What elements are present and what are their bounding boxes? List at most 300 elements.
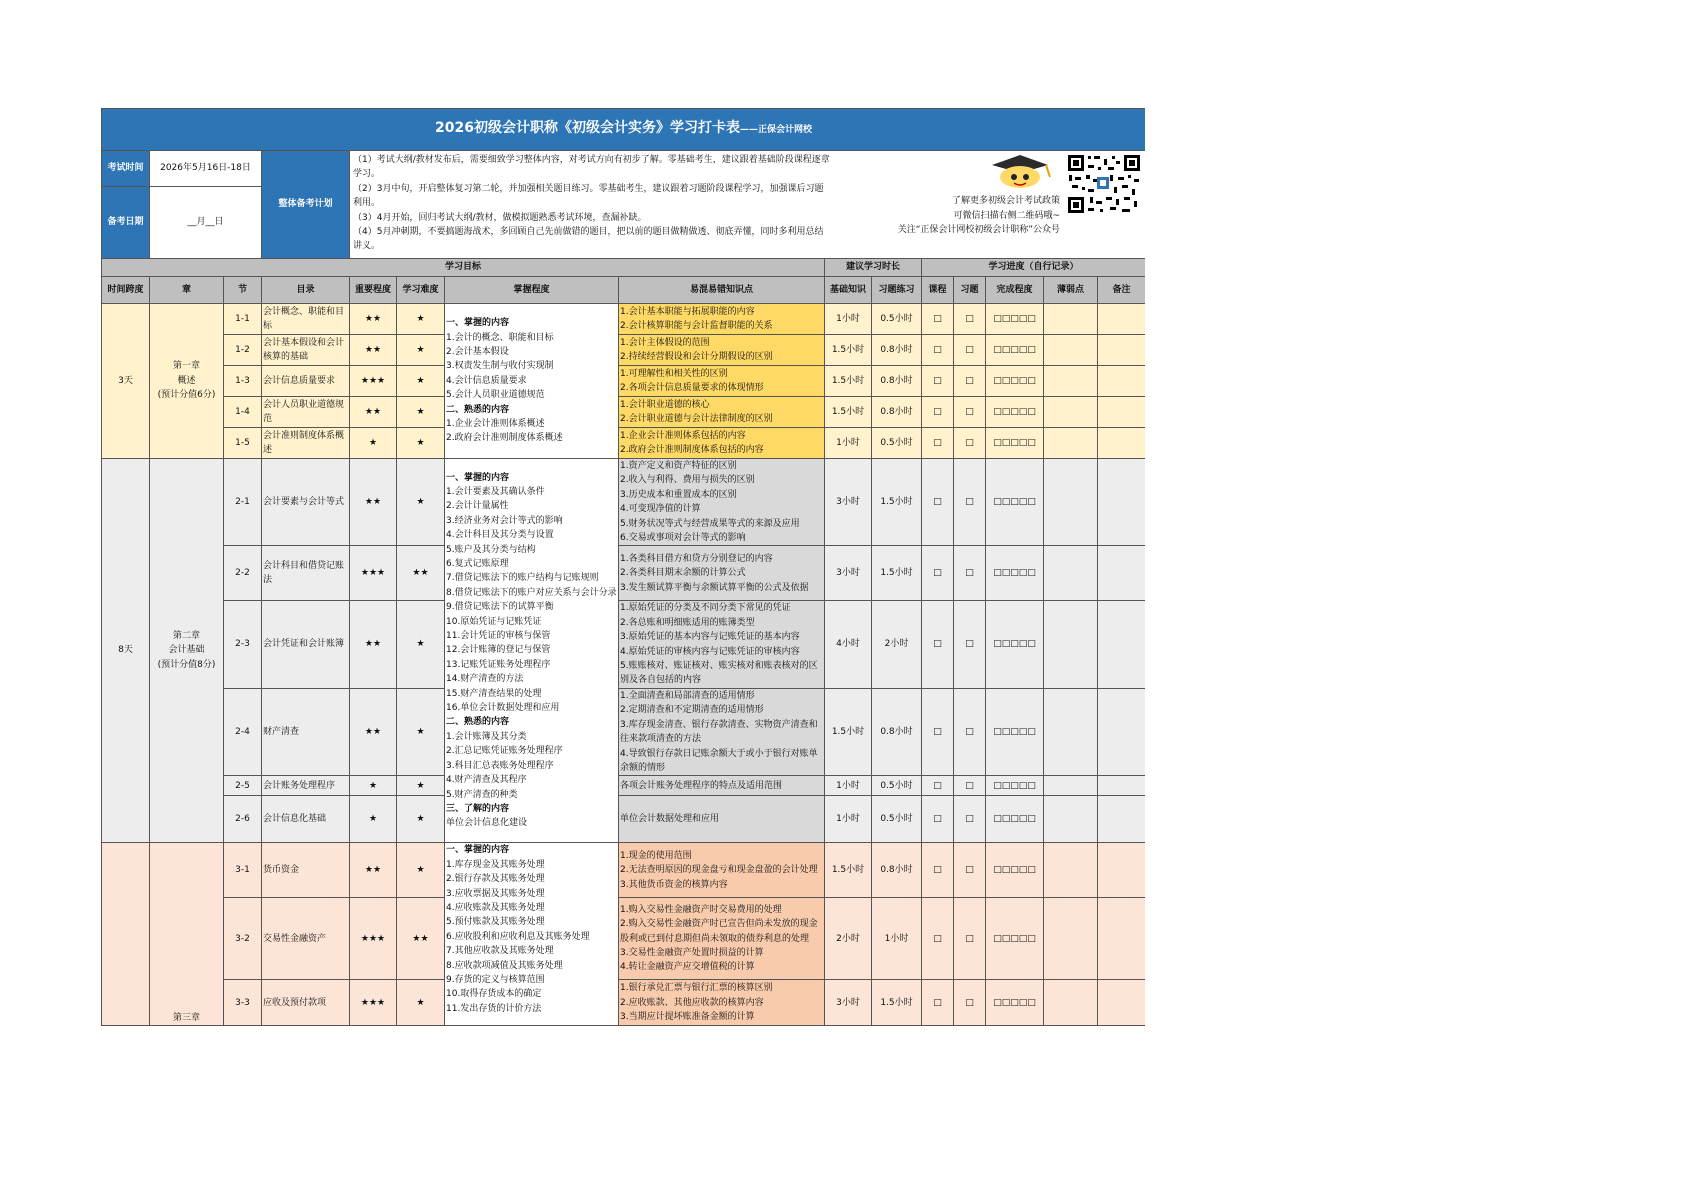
course-checkbox[interactable]: □ xyxy=(922,366,954,397)
mastery-line: 1.会计账簿及其分类 xyxy=(446,731,527,742)
basic-study-time: 3小时 xyxy=(825,459,872,546)
course-checkbox[interactable]: □ xyxy=(922,776,954,796)
mastery-line: 6.应收股利和应收利息及其账务处理 xyxy=(446,931,590,942)
exam-time-value: 2026年5月16日-18日 xyxy=(150,151,262,187)
confusing-point-line: 3.库存现金清查、银行存款清查、实物资产清查和往来款项清查的方法 xyxy=(620,719,818,745)
course-checkbox[interactable]: □ xyxy=(922,335,954,366)
mastery-line: 4.会计科目及其分类与设置 xyxy=(446,530,554,541)
mastery-line: 8.应收款项减值及其账务处理 xyxy=(446,960,563,971)
course-checkbox[interactable]: □ xyxy=(922,459,954,546)
confusing-point-line: 3.历史成本和重置成本的区别 xyxy=(620,489,737,500)
course-checkbox[interactable]: □ xyxy=(922,688,954,775)
basic-study-time: 1小时 xyxy=(825,304,872,335)
practice-time: 0.8小时 xyxy=(872,397,922,428)
basic-study-time: 4小时 xyxy=(825,601,872,688)
difficulty-stars: ★ xyxy=(397,428,445,459)
section-title: 会计信息化基础 xyxy=(262,796,350,843)
remark-cell[interactable] xyxy=(1098,796,1146,843)
confusing-point-line: 1.会计职业道德的核心 xyxy=(620,399,710,410)
mastery-line: 3.权责发生制与收付实现制 xyxy=(446,361,554,372)
mastery-line: 5.预付账款及其账务处理 xyxy=(446,917,545,928)
difficulty-stars: ★ xyxy=(397,843,445,898)
weak-point-cell[interactable] xyxy=(1044,796,1098,843)
course-checkbox[interactable]: □ xyxy=(922,796,954,843)
confusing-point-line: 1.可理解性和相关性的区别 xyxy=(620,368,728,379)
section-number: 1-5 xyxy=(224,428,262,459)
mastery-line: 一、掌握的内容 xyxy=(446,472,510,483)
completion-boxes[interactable]: □□□□□ xyxy=(986,304,1044,335)
importance-stars: ★★ xyxy=(350,459,397,546)
plan-line: （1）考试大纲/教材发布后，需要细致学习整体内容，对考试方向有初步了解。零基础考生，建议跟着基础阶段课程逐章学习。 xyxy=(353,155,830,180)
confusing-point-line: 2.持续经营假设和会计分期假设的区别 xyxy=(620,352,773,362)
mastery-line: 7.其他应收款及其账务处理 xyxy=(446,946,554,957)
importance-stars: ★★ xyxy=(350,335,397,366)
column-header: 目录 xyxy=(262,277,350,304)
mastery-line: 3.应收票据及其账务处理 xyxy=(446,888,545,899)
mastery-line: 1.库存现金及其账务处理 xyxy=(446,859,545,870)
mastery-line: 单位会计信息化建设 xyxy=(446,818,528,829)
mastery-line: 二、熟悉的内容 xyxy=(446,717,510,728)
section-title: 会计科目和借贷记账法 xyxy=(262,546,350,601)
difficulty-stars: ★ xyxy=(397,796,445,843)
sheet-title xyxy=(102,109,1146,151)
promo-line: 关注“正保会计网校初级会计职称”公众号 xyxy=(897,225,1061,236)
mastery-line: 2.会计基本假设 xyxy=(446,346,509,357)
title-text: 2026初级会计职称《初级会计实务》学习打卡表 xyxy=(435,120,740,137)
confusing-point-line: 2.各总账和明细账适用的账簿类型 xyxy=(620,617,755,628)
confusing-point-line: 1.全面清查和局部清查的适用情形 xyxy=(620,690,755,701)
section-number: 1-2 xyxy=(224,335,262,366)
confusing-point-line: 1.会计基本职能与拓展职能的内容 xyxy=(620,306,755,317)
confusing-points xyxy=(619,980,825,1026)
confusing-point-line: 3.交易性金融资产处置时损益的计算 xyxy=(620,948,764,959)
chapter-name-line: 第三章 xyxy=(172,1012,200,1023)
section-title: 会计要素与会计等式 xyxy=(262,459,350,546)
section-number: 2-3 xyxy=(224,601,262,688)
confusing-point-line: 3.原始凭证的基本内容与记账凭证的基本内容 xyxy=(620,632,800,643)
weak-point-cell[interactable] xyxy=(1044,898,1098,980)
section-title: 交易性金融资产 xyxy=(262,898,350,980)
section-number: 1-3 xyxy=(224,366,262,397)
mastery-line: 13.记账凭证账务处理程序 xyxy=(446,659,551,670)
basic-study-time: 3小时 xyxy=(825,980,872,1026)
exercise-checkbox[interactable]: □ xyxy=(954,688,986,775)
importance-stars: ★★ xyxy=(350,397,397,428)
confusing-points xyxy=(619,688,825,775)
difficulty-stars: ★ xyxy=(397,335,445,366)
mastery-line: 一、掌握的内容 xyxy=(446,318,510,329)
chapter-name-line: (预计分值6分) xyxy=(157,390,216,401)
column-header: 章 xyxy=(150,277,224,304)
weak-point-cell[interactable] xyxy=(1044,459,1098,546)
mastery-line: 4.应收账款及其账务处理 xyxy=(446,902,545,913)
mastery-line: 三、了解的内容 xyxy=(446,803,510,814)
section-number: 3-2 xyxy=(224,898,262,980)
weak-point-cell[interactable] xyxy=(1044,776,1098,796)
mastery-line: 10.取得存货成本的确定 xyxy=(446,989,542,1000)
section-number: 3-3 xyxy=(224,980,262,1026)
weak-point-cell[interactable] xyxy=(1044,601,1098,688)
confusing-point-line: 2.定期清查和不定期清查的适用情形 xyxy=(620,705,764,716)
difficulty-stars: ★★ xyxy=(397,546,445,601)
section-number: 2-4 xyxy=(224,688,262,775)
weak-point-cell[interactable] xyxy=(1044,546,1098,601)
difficulty-stars: ★ xyxy=(397,776,445,796)
confusing-point-line: 1.原始凭证的分类及不同分类下常见的凭证 xyxy=(620,603,791,614)
remark-cell[interactable] xyxy=(1098,776,1146,796)
chapter-name-line: 概述 xyxy=(177,375,196,386)
confusing-point-line: 3.其他货币资金的核算内容 xyxy=(620,879,728,890)
completion-boxes[interactable]: □□□□□ xyxy=(986,397,1044,428)
confusing-point-line: 6.交易或事项对会计等式的影响 xyxy=(620,533,746,544)
section-title: 会计概念、职能和目标 xyxy=(262,304,350,335)
confusing-points xyxy=(619,898,825,980)
mastery-line: 1.会计要素及其确认条件 xyxy=(446,486,545,497)
practice-time: 0.8小时 xyxy=(872,366,922,397)
mastery-line: 1.会计的概念、职能和目标 xyxy=(446,332,554,343)
plan-line: （3）4月开始，回归考试大纲/教材，做模拟题熟悉考试环境，查漏补缺。 xyxy=(353,212,647,223)
weak-point-cell[interactable] xyxy=(1044,397,1098,428)
mastery-line: 5.财产清查的种类 xyxy=(446,789,518,800)
remark-cell[interactable] xyxy=(1098,459,1146,546)
difficulty-stars: ★ xyxy=(397,366,445,397)
confusing-points xyxy=(619,601,825,688)
confusing-point-line: 2.各项会计信息质量要求的体现情形 xyxy=(620,383,764,393)
practice-time: 0.8小时 xyxy=(872,335,922,366)
exercise-checkbox[interactable]: □ xyxy=(954,397,986,428)
practice-time: 0.8小时 xyxy=(872,688,922,775)
promo-line: 了解更多初级会计考试政策 xyxy=(952,196,1061,207)
confusing-point-line: 4.转让金融资产应交增值税的计算 xyxy=(620,962,755,973)
importance-stars: ★ xyxy=(350,428,397,459)
exercise-checkbox[interactable]: □ xyxy=(954,796,986,843)
time-span: 8天 xyxy=(102,459,150,843)
column-header: 掌握程度 xyxy=(445,277,619,304)
mastery-line: 11.发出存货的计价方法 xyxy=(446,1003,542,1014)
column-header: 习题练习 xyxy=(872,277,922,304)
chapter-name xyxy=(150,304,224,459)
section-title: 会计账务处理程序 xyxy=(262,776,350,796)
exercise-checkbox[interactable]: □ xyxy=(954,898,986,980)
practice-time: 1.5小时 xyxy=(872,459,922,546)
course-checkbox[interactable]: □ xyxy=(922,898,954,980)
course-checkbox[interactable]: □ xyxy=(922,601,954,688)
mastery-content xyxy=(445,304,619,459)
confusing-point-line: 2.购入交易性金融资产时已宣告但尚未发放的现金股利或已到付息期但尚未领取的债券利息的处理 xyxy=(620,919,818,944)
mastery-line: 1.企业会计准则体系概述 xyxy=(446,419,545,430)
section-number: 2-5 xyxy=(224,776,262,796)
mascot-icon xyxy=(980,153,1060,189)
confusing-point-line: 1.资产定义和资产特征的区别 xyxy=(620,461,737,471)
practice-time: 1小时 xyxy=(872,898,922,980)
importance-stars: ★★★ xyxy=(350,980,397,1026)
completion-boxes[interactable]: □□□□□ xyxy=(986,843,1044,898)
completion-boxes[interactable]: □□□□□ xyxy=(986,601,1044,688)
confusing-point-line: 2.政府会计准则制度体系包括的内容 xyxy=(620,445,764,455)
group-header-study-goal: 学习目标 xyxy=(102,259,825,277)
importance-stars: ★★ xyxy=(350,601,397,688)
mastery-line: 10.原始凭证与记账凭证 xyxy=(446,616,542,627)
remark-cell[interactable] xyxy=(1098,428,1146,459)
remark-cell[interactable] xyxy=(1098,898,1146,980)
mastery-line: 15.财产清查结果的处理 xyxy=(446,688,542,699)
difficulty-stars: ★ xyxy=(397,980,445,1026)
confusing-points xyxy=(619,776,825,796)
practice-time: 1.5小时 xyxy=(872,546,922,601)
confusing-point-line: 4.原始凭证的审核内容与记账凭证的审核内容 xyxy=(620,646,800,657)
remark-cell[interactable] xyxy=(1098,843,1146,898)
weak-point-cell[interactable] xyxy=(1044,335,1098,366)
mastery-line: 2.政府会计准则制度体系概述 xyxy=(446,433,563,444)
mastery-line: 3.经济业务对会计等式的影响 xyxy=(446,515,563,526)
weak-point-cell[interactable] xyxy=(1044,428,1098,459)
exercise-checkbox[interactable]: □ xyxy=(954,304,986,335)
mastery-line: 16.单位会计数据处理和应用 xyxy=(446,703,560,714)
mastery-line: 6.复式记账原理 xyxy=(446,559,509,570)
confusing-point-line: 各项会计账务处理程序的特点及适用范围 xyxy=(620,780,783,791)
importance-stars: ★ xyxy=(350,776,397,796)
course-checkbox[interactable]: □ xyxy=(922,397,954,428)
mastery-line: 11.会计凭证的审核与保管 xyxy=(446,631,551,642)
confusing-point-line: 3.当期应计提坏账准备金额的计算 xyxy=(620,1012,755,1023)
promo-line: 可微信扫描右侧二维码哦~ xyxy=(953,210,1061,221)
column-header: 易混易错知识点 xyxy=(619,277,825,304)
confusing-point-line: 2.会计核算职能与会计监督职能的关系 xyxy=(620,321,773,331)
prep-date-label: 备考日期 xyxy=(102,187,150,259)
confusing-point-line: 3.发生额试算平衡与余额试算平衡的公式及依据 xyxy=(620,582,809,593)
basic-study-time: 1.5小时 xyxy=(825,397,872,428)
study-checkin-sheet xyxy=(101,108,1145,1068)
completion-boxes[interactable]: □□□□□ xyxy=(986,796,1044,843)
column-header: 节 xyxy=(224,277,262,304)
importance-stars: ★★ xyxy=(350,304,397,335)
basic-study-time: 3小时 xyxy=(825,546,872,601)
mastery-line: 5.会计人员职业道德规范 xyxy=(446,390,545,401)
remark-cell[interactable] xyxy=(1098,304,1146,335)
title-suffix: ——正保会计网校 xyxy=(740,125,813,136)
section-number: 2-1 xyxy=(224,459,262,546)
confusing-point-line: 5.财务状况等式与经营成果等式的来源及应用 xyxy=(620,518,800,529)
prep-date-value[interactable]: __月__日 xyxy=(150,187,262,259)
mastery-content xyxy=(445,459,619,843)
confusing-point-line: 1.购入交易性金融资产时交易费用的处理 xyxy=(620,904,782,915)
remark-cell[interactable] xyxy=(1098,546,1146,601)
column-header: 习题 xyxy=(954,277,986,304)
weak-point-cell[interactable] xyxy=(1044,366,1098,397)
plan-line: （4）5月冲刺期，不要搞题海战术，多回顾自己先前做错的题目，把以前的题目做精做透、彻底弄懂，同时多利用总结讲义。 xyxy=(353,227,824,252)
difficulty-stars: ★ xyxy=(397,397,445,428)
mastery-content xyxy=(445,843,619,1026)
column-header: 时间跨度 xyxy=(102,277,150,304)
difficulty-stars: ★ xyxy=(397,459,445,546)
section-number: 2-6 xyxy=(224,796,262,843)
chapter-name-line: 会计基础 xyxy=(168,645,205,656)
exercise-checkbox[interactable]: □ xyxy=(954,843,986,898)
section-title: 货币资金 xyxy=(262,843,350,898)
completion-boxes[interactable]: □□□□□ xyxy=(986,688,1044,775)
confusing-points xyxy=(619,843,825,898)
section-title: 会计凭证和会计账簿 xyxy=(262,601,350,688)
completion-boxes[interactable]: □□□□□ xyxy=(986,980,1044,1026)
section-title: 会计信息质量要求 xyxy=(262,366,350,397)
confusing-points xyxy=(619,546,825,601)
importance-stars: ★★ xyxy=(350,843,397,898)
mastery-line: 4.财产清查及其程序 xyxy=(446,775,527,786)
completion-boxes[interactable]: □□□□□ xyxy=(986,335,1044,366)
practice-time: 0.5小时 xyxy=(872,428,922,459)
chapter-name-line: 第一章 xyxy=(172,361,200,372)
importance-stars: ★★★ xyxy=(350,366,397,397)
column-header: 基础知识 xyxy=(825,277,872,304)
completion-boxes[interactable]: □□□□□ xyxy=(986,776,1044,796)
course-checkbox[interactable]: □ xyxy=(922,980,954,1026)
basic-study-time: 1.5小时 xyxy=(825,688,872,775)
mastery-line: 2.汇总记账凭证账务处理程序 xyxy=(446,746,563,757)
mastery-line: 12.会计账簿的登记与保管 xyxy=(446,645,551,656)
section-title: 应收及预付款项 xyxy=(262,980,350,1026)
mastery-line: 5.账户及其分类与结构 xyxy=(446,544,536,555)
importance-stars: ★★★ xyxy=(350,546,397,601)
difficulty-stars: ★ xyxy=(397,304,445,335)
course-checkbox[interactable]: □ xyxy=(922,304,954,335)
remark-cell[interactable] xyxy=(1098,335,1146,366)
confusing-point-line: 1.会计主体假设的范围 xyxy=(620,337,710,348)
practice-time: 0.8小时 xyxy=(872,843,922,898)
confusing-points xyxy=(619,366,825,397)
exercise-checkbox[interactable]: □ xyxy=(954,601,986,688)
confusing-point-line: 1.现金的使用范围 xyxy=(620,850,692,861)
exercise-checkbox[interactable]: □ xyxy=(954,776,986,796)
mastery-line: 一、掌握的内容 xyxy=(446,845,510,856)
promo-block xyxy=(898,153,1060,238)
mastery-line: 7.借贷记账法下的账户结构与记账规则 xyxy=(446,573,599,584)
column-header: 学习难度 xyxy=(397,277,445,304)
importance-stars: ★ xyxy=(350,796,397,843)
confusing-points xyxy=(619,428,825,459)
section-title: 财产清查 xyxy=(262,688,350,775)
plan-label: 整体备考计划 xyxy=(262,151,350,259)
course-checkbox[interactable]: □ xyxy=(922,428,954,459)
practice-time: 0.5小时 xyxy=(872,304,922,335)
weak-point-cell[interactable] xyxy=(1044,304,1098,335)
confusing-points xyxy=(619,335,825,366)
remark-cell[interactable] xyxy=(1098,980,1146,1026)
exercise-checkbox[interactable]: □ xyxy=(954,546,986,601)
exercise-checkbox[interactable]: □ xyxy=(954,428,986,459)
confusing-point-line: 1.企业会计准则体系包括的内容 xyxy=(620,430,746,441)
confusing-points xyxy=(619,397,825,428)
completion-boxes[interactable]: □□□□□ xyxy=(986,366,1044,397)
confusing-point-line: 2.收入与利得、费用与损失的区别 xyxy=(620,475,755,486)
confusing-point-line: 2.各类科目期末余额的计算公式 xyxy=(620,568,746,579)
difficulty-stars: ★ xyxy=(397,601,445,688)
remark-cell[interactable] xyxy=(1098,601,1146,688)
time-span: 3天 xyxy=(102,304,150,459)
confusing-point-line: 2.应收账款、其他应收款的核算内容 xyxy=(620,997,764,1008)
confusing-point-line: 4.导致银行存款日记账余额大于或小于银行对账单余额的情形 xyxy=(620,748,818,773)
exercise-checkbox[interactable]: □ xyxy=(954,459,986,546)
completion-boxes[interactable]: □□□□□ xyxy=(986,428,1044,459)
course-checkbox[interactable]: □ xyxy=(922,843,954,898)
section-title: 会计准则制度体系概述 xyxy=(262,428,350,459)
completion-boxes[interactable]: □□□□□ xyxy=(986,898,1044,980)
difficulty-stars: ★ xyxy=(397,688,445,775)
group-header-suggest-time: 建议学习时长 xyxy=(825,259,922,277)
mastery-line: 二、熟悉的内容 xyxy=(446,404,510,415)
remark-cell[interactable] xyxy=(1098,366,1146,397)
study-plan-table xyxy=(101,108,1145,1026)
mastery-line: 8.借贷记账法下的账户对应关系与会计分录 xyxy=(446,587,617,598)
confusing-point-line: 1.银行承兑汇票与银行汇票的核算区别 xyxy=(620,983,773,994)
plan-text xyxy=(353,153,831,254)
confusing-points xyxy=(619,796,825,843)
weak-point-cell[interactable] xyxy=(1044,980,1098,1026)
basic-study-time: 1.5小时 xyxy=(825,335,872,366)
confusing-point-line: 5.账账核对、账证核对、账实核对和账表核对的区别及各自包括的内容 xyxy=(620,661,818,686)
column-header: 重要程度 xyxy=(350,277,397,304)
qr-code-icon xyxy=(1066,153,1142,215)
importance-stars: ★★ xyxy=(350,688,397,775)
column-header: 课程 xyxy=(922,277,954,304)
weak-point-cell[interactable] xyxy=(1044,688,1098,775)
chapter-name xyxy=(150,459,224,843)
mastery-line: 9.存货的定义与核算范围 xyxy=(446,974,545,985)
time-span xyxy=(102,843,150,1026)
weak-point-cell[interactable] xyxy=(1044,843,1098,898)
basic-study-time: 1小时 xyxy=(825,428,872,459)
practice-time: 0.5小时 xyxy=(872,796,922,843)
section-number: 3-1 xyxy=(224,843,262,898)
confusing-point-line: 2.无法查明原因的现金盘亏和现金盘盈的会计处理 xyxy=(620,865,818,876)
exercise-checkbox[interactable]: □ xyxy=(954,335,986,366)
section-number: 1-4 xyxy=(224,397,262,428)
completion-boxes[interactable]: □□□□□ xyxy=(986,546,1044,601)
chapter-name xyxy=(150,843,224,1026)
section-number: 1-1 xyxy=(224,304,262,335)
section-number: 2-2 xyxy=(224,546,262,601)
section-title: 会计基本假设和会计核算的基础 xyxy=(262,335,350,366)
course-checkbox[interactable]: □ xyxy=(922,546,954,601)
confusing-point-line: 2.会计职业道德与会计法律制度的区别 xyxy=(620,414,773,424)
practice-time: 0.5小时 xyxy=(872,776,922,796)
section-title: 会计人员职业道德规范 xyxy=(262,397,350,428)
chapter-name-line: (预计分值8分) xyxy=(157,659,216,670)
basic-study-time: 1小时 xyxy=(825,776,872,796)
importance-stars: ★★★ xyxy=(350,898,397,980)
plan-cell xyxy=(350,151,1146,259)
confusing-points xyxy=(619,304,825,335)
chapter-name-line: 第二章 xyxy=(172,631,200,642)
exam-time-label: 考试时间 xyxy=(102,151,150,187)
mastery-line: 2.会计计量属性 xyxy=(446,501,509,512)
confusing-point-line: 1.各类科目借方和贷方分别登记的内容 xyxy=(620,553,773,564)
mastery-line: 3.科目汇总表账务处理程序 xyxy=(446,760,554,771)
column-header: 备注 xyxy=(1098,277,1146,304)
remark-cell[interactable] xyxy=(1098,397,1146,428)
remark-cell[interactable] xyxy=(1098,688,1146,775)
mastery-line: 9.借贷记账法下的试算平衡 xyxy=(446,602,554,613)
exercise-checkbox[interactable]: □ xyxy=(954,366,986,397)
mastery-line: 14.财产清查的方法 xyxy=(446,674,524,685)
basic-study-time: 1.5小时 xyxy=(825,843,872,898)
confusing-points xyxy=(619,459,825,546)
plan-line: （2）3月中旬，开启整体复习第二轮，并加强相关题目练习。零基础考生，建议跟着习题阶段课程学习，加强课后习题利用。 xyxy=(353,183,824,209)
exercise-checkbox[interactable]: □ xyxy=(954,980,986,1026)
mastery-line: 2.银行存款及其账务处理 xyxy=(446,874,545,885)
completion-boxes[interactable]: □□□□□ xyxy=(986,459,1044,546)
confusing-point-line: 4.可变现净值的计算 xyxy=(620,504,701,515)
basic-study-time: 2小时 xyxy=(825,898,872,980)
